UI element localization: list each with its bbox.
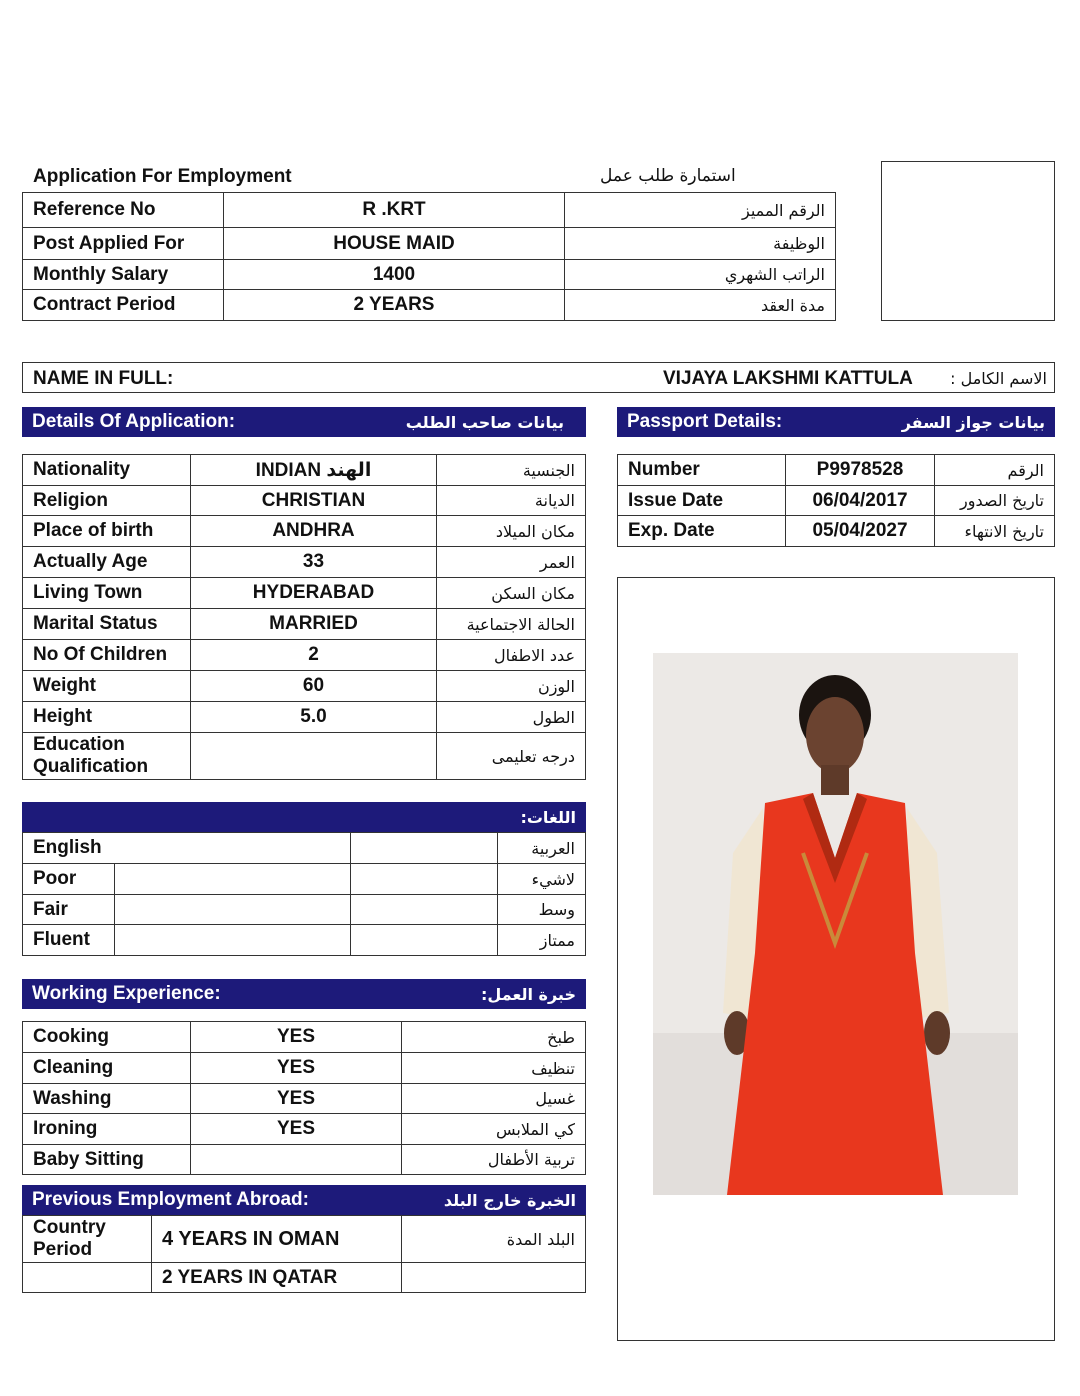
- table-row: [23, 260, 836, 290]
- table-row: [23, 578, 586, 609]
- post-label: Post Applied For: [23, 228, 224, 260]
- table-row: [23, 516, 586, 547]
- fluent-label: Fluent: [23, 925, 115, 956]
- experience-title-arabic: خبرة العمل:: [481, 984, 576, 1004]
- table-row: [23, 833, 586, 864]
- issue-date-label: Issue Date: [618, 486, 786, 516]
- table-row: [23, 864, 586, 895]
- children-label: No Of Children: [23, 640, 191, 671]
- passport-section-header: [617, 407, 1055, 437]
- table-row: [23, 228, 836, 260]
- town-value: HYDERABAD: [191, 578, 437, 609]
- issue-date-arabic: تاريخ الصدور: [935, 486, 1055, 516]
- cleaning-value: YES: [191, 1053, 402, 1084]
- previous-title: Previous Employment Abroad:: [32, 1189, 309, 1210]
- table-row: [23, 1145, 586, 1175]
- babysitting-arabic: تربية الأطفال: [402, 1145, 586, 1175]
- contract-label: Contract Period: [23, 290, 224, 321]
- country-label: Country: [33, 1217, 106, 1238]
- marital-value: MARRIED: [191, 609, 437, 640]
- applicant-photo-frame: [617, 577, 1055, 1341]
- details-table: [22, 454, 586, 780]
- town-arabic: مكان السكن: [437, 578, 586, 609]
- table-row: [23, 702, 586, 733]
- name-value: VIJAYA LAKSHMI KATTULA: [663, 368, 913, 389]
- photo-placeholder-box: [881, 161, 1055, 321]
- experience-title: Working Experience:: [32, 983, 221, 1004]
- languages-table: [22, 832, 586, 956]
- passport-title: Passport Details:: [627, 411, 783, 432]
- cooking-label: Cooking: [23, 1022, 191, 1053]
- previous-employment-header: [22, 1185, 586, 1215]
- period-label: Period: [33, 1239, 93, 1260]
- table-row: [23, 1114, 586, 1145]
- table-row: [23, 1216, 586, 1263]
- qatar-experience: 2 YEARS IN QATAR: [152, 1263, 402, 1293]
- education-value: [191, 733, 437, 780]
- table-row: [23, 193, 836, 228]
- oman-experience: 4 YEARS IN OMAN: [152, 1216, 402, 1263]
- religion-value: CHRISTIAN: [191, 486, 437, 516]
- contract-arabic: مدة العقد: [565, 290, 836, 321]
- cleaning-label: Cleaning: [23, 1053, 191, 1084]
- reference-arabic: الرقم المميز: [565, 193, 836, 228]
- ironing-label: Ironing: [23, 1114, 191, 1145]
- table-row: [23, 640, 586, 671]
- table-row: [23, 925, 586, 956]
- children-value: 2: [191, 640, 437, 671]
- nationality-label: Nationality: [23, 455, 191, 486]
- contract-value: 2 YEARS: [224, 290, 565, 321]
- fair-label: Fair: [23, 895, 115, 925]
- table-row: [23, 486, 586, 516]
- table-row: [618, 455, 1055, 486]
- height-arabic: الطول: [437, 702, 586, 733]
- exp-date-arabic: تاريخ الانتهاء: [935, 516, 1055, 547]
- table-row: [23, 895, 586, 925]
- salary-value: 1400: [224, 260, 565, 290]
- table-row: [23, 1263, 586, 1293]
- age-value: 33: [191, 547, 437, 578]
- poor-arabic: لاشيء: [498, 864, 586, 895]
- form-title-arabic: استمارة طلب عمل: [600, 166, 736, 186]
- details-title: Details Of Application:: [32, 411, 236, 432]
- passport-table: [617, 454, 1055, 547]
- experience-section-header: [22, 979, 586, 1009]
- table-row: [23, 290, 836, 321]
- education-arabic: درجه تعليمى: [437, 733, 586, 780]
- exp-date-value: 05/04/2027: [786, 516, 935, 547]
- passport-number-value: P9978528: [786, 455, 935, 486]
- name-row: [22, 362, 1055, 393]
- weight-label: Weight: [23, 671, 191, 702]
- height-label: Height: [23, 702, 191, 733]
- exp-date-label: Exp. Date: [618, 516, 786, 547]
- education-label-line1: Education: [33, 734, 125, 755]
- poor-label: Poor: [23, 864, 115, 895]
- education-label: [23, 733, 191, 780]
- table-row: [23, 547, 586, 578]
- birthplace-label: Place of birth: [23, 516, 191, 547]
- height-value: 5.0: [191, 702, 437, 733]
- education-label-line2: Qualification: [33, 756, 149, 777]
- passport-title-arabic: بيانات جواز السفر: [901, 412, 1045, 432]
- english-label: English: [23, 833, 351, 864]
- table-row: [618, 516, 1055, 547]
- table-row: [23, 1084, 586, 1114]
- marital-arabic: الحالة الاجتماعية: [437, 609, 586, 640]
- washing-arabic: غسيل: [402, 1084, 586, 1114]
- babysitting-value: [191, 1145, 402, 1175]
- country-period-arabic: البلد المدة: [402, 1216, 586, 1263]
- table-row: [23, 733, 586, 780]
- weight-arabic: الوزن: [437, 671, 586, 702]
- birthplace-value: ANDHRA: [191, 516, 437, 547]
- nationality-value: INDIAN الهند: [191, 455, 437, 486]
- religion-label: Religion: [23, 486, 191, 516]
- birthplace-arabic: مكان الميلاد: [437, 516, 586, 547]
- babysitting-label: Baby Sitting: [23, 1145, 191, 1175]
- passport-number-label: Number: [618, 455, 786, 486]
- salary-label: Monthly Salary: [23, 260, 224, 290]
- washing-label: Washing: [23, 1084, 191, 1114]
- languages-section-header: [22, 802, 586, 832]
- table-row: [23, 609, 586, 640]
- table-row: [23, 455, 586, 486]
- form-title: Application For Employment: [33, 166, 292, 187]
- marital-label: Marital Status: [23, 609, 191, 640]
- fluent-arabic: ممتاز: [498, 925, 586, 956]
- cleaning-arabic: تنظيف: [402, 1053, 586, 1084]
- cooking-value: YES: [191, 1022, 402, 1053]
- details-section-header: [22, 407, 586, 437]
- languages-title-arabic: اللغات:: [520, 807, 576, 827]
- previous-employment-table: [22, 1215, 586, 1293]
- reference-value: R .KRT: [224, 193, 565, 228]
- children-arabic: عدد الاطفال: [437, 640, 586, 671]
- post-value: HOUSE MAID: [224, 228, 565, 260]
- town-label: Living Town: [23, 578, 191, 609]
- ironing-arabic: كي الملابس: [402, 1114, 586, 1145]
- table-row: [23, 1053, 586, 1084]
- passport-number-arabic: الرقم: [935, 455, 1055, 486]
- reference-label: Reference No: [23, 193, 224, 228]
- nationality-arabic: الجنسية: [437, 455, 586, 486]
- country-period-label: [23, 1216, 152, 1263]
- washing-value: YES: [191, 1084, 402, 1114]
- salary-arabic: الراتب الشهري: [565, 260, 836, 290]
- age-label: Actually Age: [23, 547, 191, 578]
- post-arabic: الوظيفة: [565, 228, 836, 260]
- ironing-value: YES: [191, 1114, 402, 1145]
- age-arabic: العمر: [437, 547, 586, 578]
- fair-arabic: وسط: [498, 895, 586, 925]
- details-title-arabic: بيانات صاحب الطلب: [405, 412, 564, 432]
- table-row: [618, 486, 1055, 516]
- cooking-arabic: طبخ: [402, 1022, 586, 1053]
- table-row: [23, 671, 586, 702]
- previous-title-arabic: الخبرة خارج البلد: [443, 1190, 576, 1210]
- experience-table: [22, 1021, 586, 1175]
- issue-date-value: 06/04/2017: [786, 486, 935, 516]
- arabic-label: العربية: [498, 833, 586, 864]
- table-row: [23, 1022, 586, 1053]
- religion-arabic: الديانة: [437, 486, 586, 516]
- applicant-photo: [653, 653, 1018, 1195]
- name-label: NAME IN FULL:: [33, 368, 174, 389]
- weight-value: 60: [191, 671, 437, 702]
- summary-table: [22, 192, 836, 321]
- name-arabic: الاسم الكامل :: [950, 369, 1047, 388]
